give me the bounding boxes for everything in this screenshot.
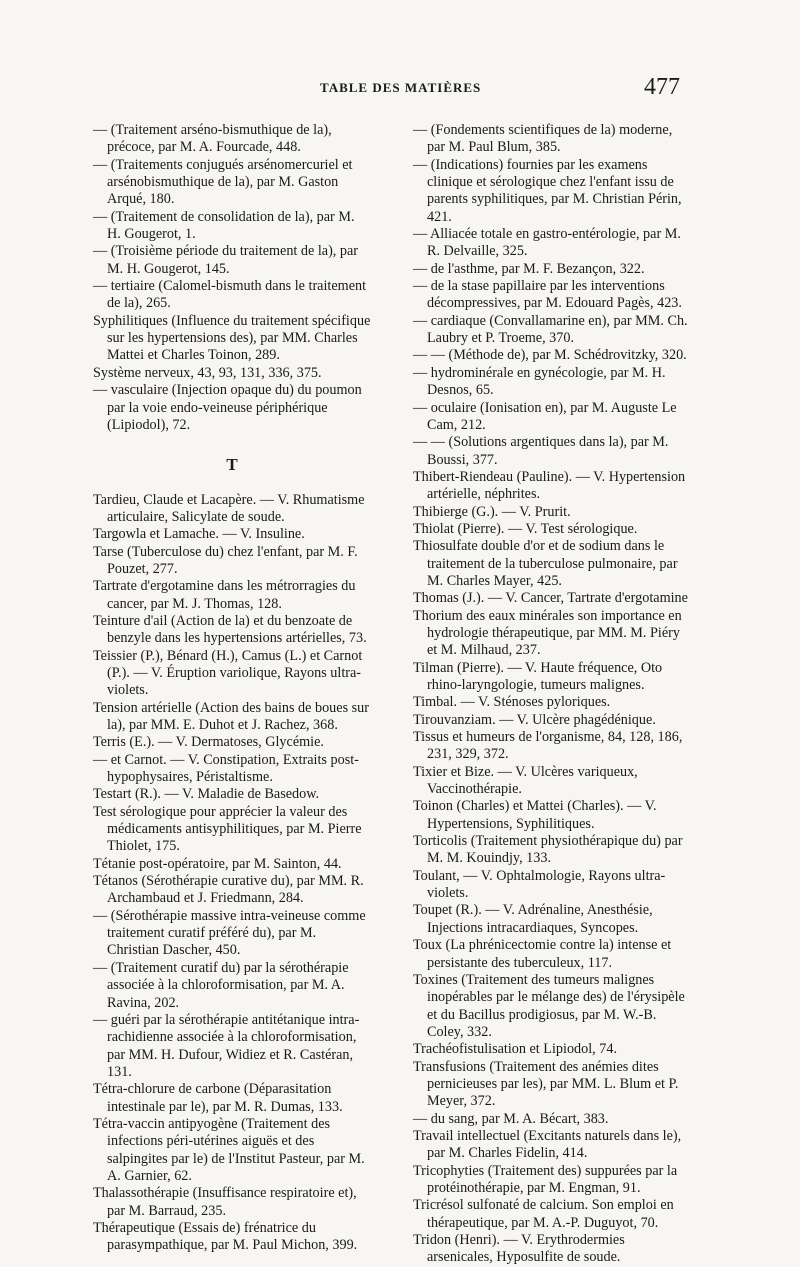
index-entry: Thalassothérapie (Insuffisance respiratoire et), par M. Barraud, 235. xyxy=(93,1185,357,1219)
section-letter: T xyxy=(226,455,238,475)
index-entry: Tardieu, Claude et Lacapère. — V. Rhumatisme articulaire, Salicylate de soude. xyxy=(93,491,365,525)
index-entry: — (Fondements scientifiques de la) moderne, par M. Paul Blum, 385. xyxy=(413,122,673,156)
index-entry: — guéri par la sérothérapie antitétanique intra-rachidienne associée à la chloroformisation, par MM. H. Dufour, Widiez et R. Castéran, 131. xyxy=(93,1011,360,1080)
index-entry: Targowla et Lamache. — V. Insuline. xyxy=(93,526,305,543)
running-title: TABLE DES MATIÈRES xyxy=(320,80,482,95)
index-entry: — (Traitement de consolidation de la), par M. H. Gougerot, 1. xyxy=(93,208,355,243)
index-entry: — (Traitements conjugués arsénomercuriel et arsénobismuthique de la), par M. Gaston Arqué, 180. xyxy=(93,156,353,208)
page-header xyxy=(90,74,680,104)
index-entry: Teinture d'ail (Action de la) et du benzoate de benzyle dans les hypertensions artérielles, 73. xyxy=(93,612,367,647)
index-entry: Tartrate d'ergotamine dans les métrorragies du cancer, par M. J. Thomas, 128. xyxy=(93,578,356,612)
index-entry: — de l'asthme, par M. F. Bezançon, 322. xyxy=(413,260,645,277)
index-entry: — (Traitement curatif du) par la sérothérapie associée à la chloroformisation, par M. A. Ravina, 202. xyxy=(93,959,349,1011)
index-entry: Toinon (Charles) et Mattei (Charles). — V. Hypertensions, Syphilitiques. xyxy=(413,798,657,832)
index-entry: — — (Solutions argentiques dans la), par M. Boussi, 377. xyxy=(413,434,669,468)
index-entry: — (Sérothérapie massive intra-veineuse comme traitement curatif préféré du), par M. Christian Dascher, 450. xyxy=(93,907,366,959)
index-entry: — Alliacée totale en gastro-entérologie, par M. R. Delvaille, 325. xyxy=(413,226,681,260)
index-entry: Tirouvanziam. — V. Ulcère phagédénique. xyxy=(413,711,656,728)
index-entry: Tension artérielle (Action des bains de boues sur la), par MM. E. Duhot et J. Rachez, 368. xyxy=(93,699,369,733)
index-entry: Syphilitiques (Influence du traitement spécifique sur les hypertensions des), par MM. Charles Mattei et Charles Toinon, 289. xyxy=(93,312,371,364)
index-entry: Torticolis (Traitement physiothérapique du) par M. M. Kouindjy, 133. xyxy=(413,833,683,867)
index-entry: — cardiaque (Convallamarine en), par MM. Ch. Laubry et P. Troeme, 370. xyxy=(413,312,688,347)
index-entry: Timbal. — V. Sténoses pyloriques. xyxy=(413,694,611,711)
index-entry: Tixier et Bize. — V. Ulcères variqueux, Vaccinothérapie. xyxy=(413,763,638,798)
index-entry: Thibert-Riendeau (Pauline). — V. Hypertension artérielle, néphrites. xyxy=(413,468,686,503)
index-entry: — oculaire (Ionisation en), par M. Auguste Le Cam, 212. xyxy=(413,399,677,433)
index-entry: Tétanos (Sérothérapie curative du), par MM. R. Archambaud et J. Friedmann, 284. xyxy=(93,873,364,907)
index-entry: Toux (La phrénicectomie contre la) intense et persistante des tuberculeux, 117. xyxy=(413,937,672,971)
index-entry: Tridon (Henri). — V. Erythrodermies arsenicales, Hyposulfite de soude. xyxy=(413,1232,625,1266)
index-entry: Thiolat (Pierre). — V. Test sérologique. xyxy=(413,520,638,537)
index-entry: Thérapeutique (Essais de) frénatrice du parasympathique, par M. Paul Michon, 399. xyxy=(93,1219,358,1254)
index-entry: Thorium des eaux minérales son importance en hydrologie thérapeutique, par MM. M. Piéry et M. Milhaud, 237. xyxy=(413,607,682,659)
index-entry: Transfusions (Traitement des anémies dites pernicieuses par les), par MM. L. Blum et P. Meyer, 372. xyxy=(413,1058,679,1110)
index-entry: Terris (E.). — V. Dermatoses, Glycémie. xyxy=(93,734,324,751)
index-entry: Travail intellectuel (Excitants naturels dans le), par M. Charles Fidelin, 414. xyxy=(413,1127,682,1162)
index-entry: Tricrésol sulfonaté de calcium. Son emploi en thérapeutique, par M. A.-P. Duguyot, 70. xyxy=(413,1197,674,1231)
index-entry: Tilman (Pierre). — V. Haute fréquence, Oto rhino-laryngologie, tumeurs malignes. xyxy=(413,659,663,693)
index-entry: Test sérologique pour apprécier la valeur des médicaments antisyphilitiques, par M. Pierre Thiolet, 175. xyxy=(93,803,362,855)
index-entry: — (Traitement arséno-bismuthique de la), précoce, par M. A. Fourcade, 448. xyxy=(93,122,332,156)
index-entry: Tissus et humeurs de l'organisme, 84, 128, 186, 231, 329, 372. xyxy=(413,729,683,763)
index-entry: — (Indications) fournies par les examens clinique et sérologique chez l'enfant issu de parents syphilitiques, par M. Christian Périn, 421. xyxy=(413,156,682,225)
index-entry: Tétra-vaccin antipyogène (Traitement des infections péri-utérines aiguës et des salpingites par le) de l'Institut Pasteur, par M. A. Garnier, 62. xyxy=(93,1115,365,1184)
index-entry: — et Carnot. — V. Constipation, Extraits post-hypophysaires, Péristaltisme. xyxy=(93,751,359,786)
index-entry: — (Troisième période du traitement de la), par M. H. Gougerot, 145. xyxy=(93,243,359,277)
index-entry: — tertiaire (Calomel-bismuth dans le traitement de la), 265. xyxy=(93,278,367,312)
index-entry: Testart (R.). — V. Maladie de Basedow. xyxy=(93,786,320,803)
index-entry: — du sang, par M. A. Bécart, 383. xyxy=(413,1110,609,1127)
index-entry: Toupet (R.). — V. Adrénaline, Anesthésie, Injections intracardiaques, Syncopes. xyxy=(413,902,653,936)
index-entry: Thiosulfate double d'or et de sodium dans le traitement de la tuberculose pulmonaire, par M. Charles Mayer, 425. xyxy=(413,538,678,589)
index-entry: Tétra-chlorure de carbone (Déparasitation intestinale par le), par M. R. Dumas, 133. xyxy=(93,1081,343,1115)
index-entry: Toulant, — V. Ophtalmologie, Rayons ultra-violets. xyxy=(413,867,666,902)
page-number: 477 xyxy=(644,74,680,100)
left-column xyxy=(93,122,371,1255)
index-entry: — vasculaire (Injection opaque du) du poumon par la voie endo-veineuse périphérique (Lipiodol), 72. xyxy=(93,382,362,433)
index-entry: Thomas (J.). — V. Cancer, Tartrate d'ergotamine xyxy=(413,590,688,607)
index-entry: — de la stase papillaire par les interventions décompressives, par M. Edouard Pagès, 423. xyxy=(413,278,682,312)
index-entry: Tricophyties (Traitement des) suppurées par la protéinothérapie, par M. Engman, 91. xyxy=(413,1162,678,1196)
index-entry: Thibierge (G.). — V. Prurit. xyxy=(413,503,571,520)
index-entry: Tétanie post-opératoire, par M. Sainton, 44. xyxy=(93,855,342,872)
index-entry: — hydrominérale en gynécologie, par M. H. Desnos, 65. xyxy=(413,364,666,399)
index-entry: — — (Méthode de), par M. Schédrovitzky, 320. xyxy=(413,347,687,364)
index-entry: Teissier (P.), Bénard (H.), Camus (L.) et Carnot (P.). — V. Éruption variolique, Rayons ultra-violets. xyxy=(93,647,363,699)
index-entry: Trachéofistulisation et Lipiodol, 74. xyxy=(413,1041,617,1058)
right-column xyxy=(413,122,691,1267)
index-entry: Tarse (Tuberculose du) chez l'enfant, par M. F. Pouzet, 277. xyxy=(93,543,358,577)
index-entry: Système nerveux, 43, 93, 131, 336, 375. xyxy=(93,364,322,381)
index-entry: Toxines (Traitement des tumeurs malignes inopérables par le mélange des) de l'érysipèle et du Bacillus prodigiosus, par M. W.-B. Coley, 332. xyxy=(413,971,685,1040)
